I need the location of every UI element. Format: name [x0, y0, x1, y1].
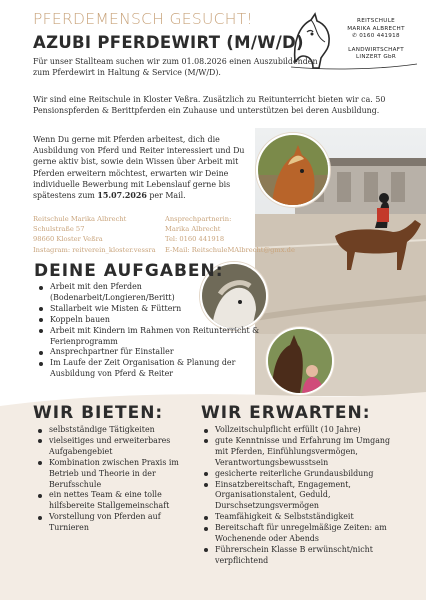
list-item: Teamfähigkeit & Selbstständigkeit — [201, 512, 401, 523]
erwarten-list — [201, 425, 401, 567]
flyer-subtitle: PFERDEMENSCH GESUCHT! — [33, 10, 254, 28]
list-item: Vollzeitschulpflicht erfüllt (10 Jahre) — [201, 425, 401, 436]
horse-portrait-photo — [256, 133, 330, 207]
list-item: gesicherte reiterliche Grundausbildung — [201, 469, 401, 480]
list-item: ein nettes Team & eine tolle hilfsbereite Stallgemeinschaft — [35, 490, 195, 512]
list-item: Bereitschaft für unregelmäßige Zeiten: am Wochenende oder Abends — [201, 523, 401, 545]
section-heading-erwarten: WIR ERWARTEN: — [201, 403, 371, 423]
email-link[interactable]: E-Mail: ReitschuleMAlbrecht@gmx.de — [165, 245, 295, 254]
list-item: Koppeln bauen — [36, 315, 266, 326]
list-item: Kombination zwischen Praxis im Betrieb und Theorie in der Berufsschule — [35, 458, 195, 491]
intro-paragraph-1: Für unser Stallteam suchen wir zum 01.08.2026 einen Auszubildenden zum Pferdewirt in Haltung & Service (M/W/D). — [33, 57, 318, 78]
instagram-link[interactable]: Instagram: reitverein_kloster.vessra — [33, 245, 156, 254]
list-item: Einsatzbereitschaft, Engagement, Organisationstalent, Geduld, Durschsetzungsvermögen — [201, 480, 401, 513]
section-heading-aufgaben: DEINE AUFGABEN: — [34, 261, 224, 281]
list-item: vielseitiges und erweiterbares Aufgabengebiet — [35, 436, 195, 458]
list-item: Im Laufe der Zeit Organisation & Planung der Ausbildung von Pferd & Reiter — [36, 358, 266, 380]
list-item: Arbeit mit Kindern im Rahmen von Reitunterricht & Ferienprogramm — [36, 326, 266, 348]
list-item: gute Kenntnisse und Erfahrung im Umgang mit Pferden, Einfühlungsvermögen, Verantwortungsbewusstsein — [201, 436, 401, 469]
phone-link[interactable]: Tel: 0160 441918 — [165, 235, 225, 244]
section-heading-bieten: WIR BIETEN: — [33, 403, 164, 423]
logo-text: REITSCHULE MARIKA ALBRECHT ✆ 0160 441918 LANDWIRTSCHAFT LINZERT GbR — [347, 18, 405, 61]
list-item: Vorstellung von Pferden auf Turnieren — [35, 512, 195, 534]
list-item: Arbeit mit den Pferden (Bodenarbeit/Longieren/Beritt) — [36, 282, 266, 304]
flyer-title: AZUBI PFERDEWIRT (M/W/D) — [33, 33, 304, 52]
list-item: Führerschein Klasse B erwünscht/nicht verpflichtend — [201, 545, 401, 567]
list-item: selbstständige Tätigkeiten — [35, 425, 195, 436]
girl-with-horse-photo — [266, 327, 334, 395]
intro-paragraph-2: Wir sind eine Reitschule in Kloster Veßra. Zusätzlich zu Reitunterricht bieten wir ca. 50 Pensionspferden & Berittpferden ein Zuhause und unterstützen bei deren Ausbildung. — [33, 95, 386, 116]
list-item: Stallarbeit wie Misten & Füttern — [36, 304, 266, 315]
deadline-date: 15.07.2026 — [97, 191, 147, 201]
aufgaben-list — [36, 282, 266, 380]
contact-person-block: Ansprechpartnerin: Marika Albrecht Tel: 0160 441918 E-Mail: ReitschuleMAlbrecht@gmx.de — [165, 214, 315, 255]
bieten-list — [35, 425, 195, 534]
intro-paragraph-3: Wenn Du gerne mit Pferden arbeitest, dich die Ausbildung von Pferd und Reiter interessiert und Du gerne aktiv bist, sowie dein Wissen über Arbeit mit Pferden erweitern möchtest, erwarten wir Deine individuelle Bewerbung mit Lebenslauf gerne bis spätestens zum 15.07.2026 per Mail. — [33, 135, 245, 201]
address-block: Reitschule Marika Albrecht Schulstraße 57 98660 Kloster Veßra Instagram: reitverein_kloster.vessra — [33, 214, 173, 255]
list-item: Ansprechpartner für Einstaller — [36, 347, 266, 358]
